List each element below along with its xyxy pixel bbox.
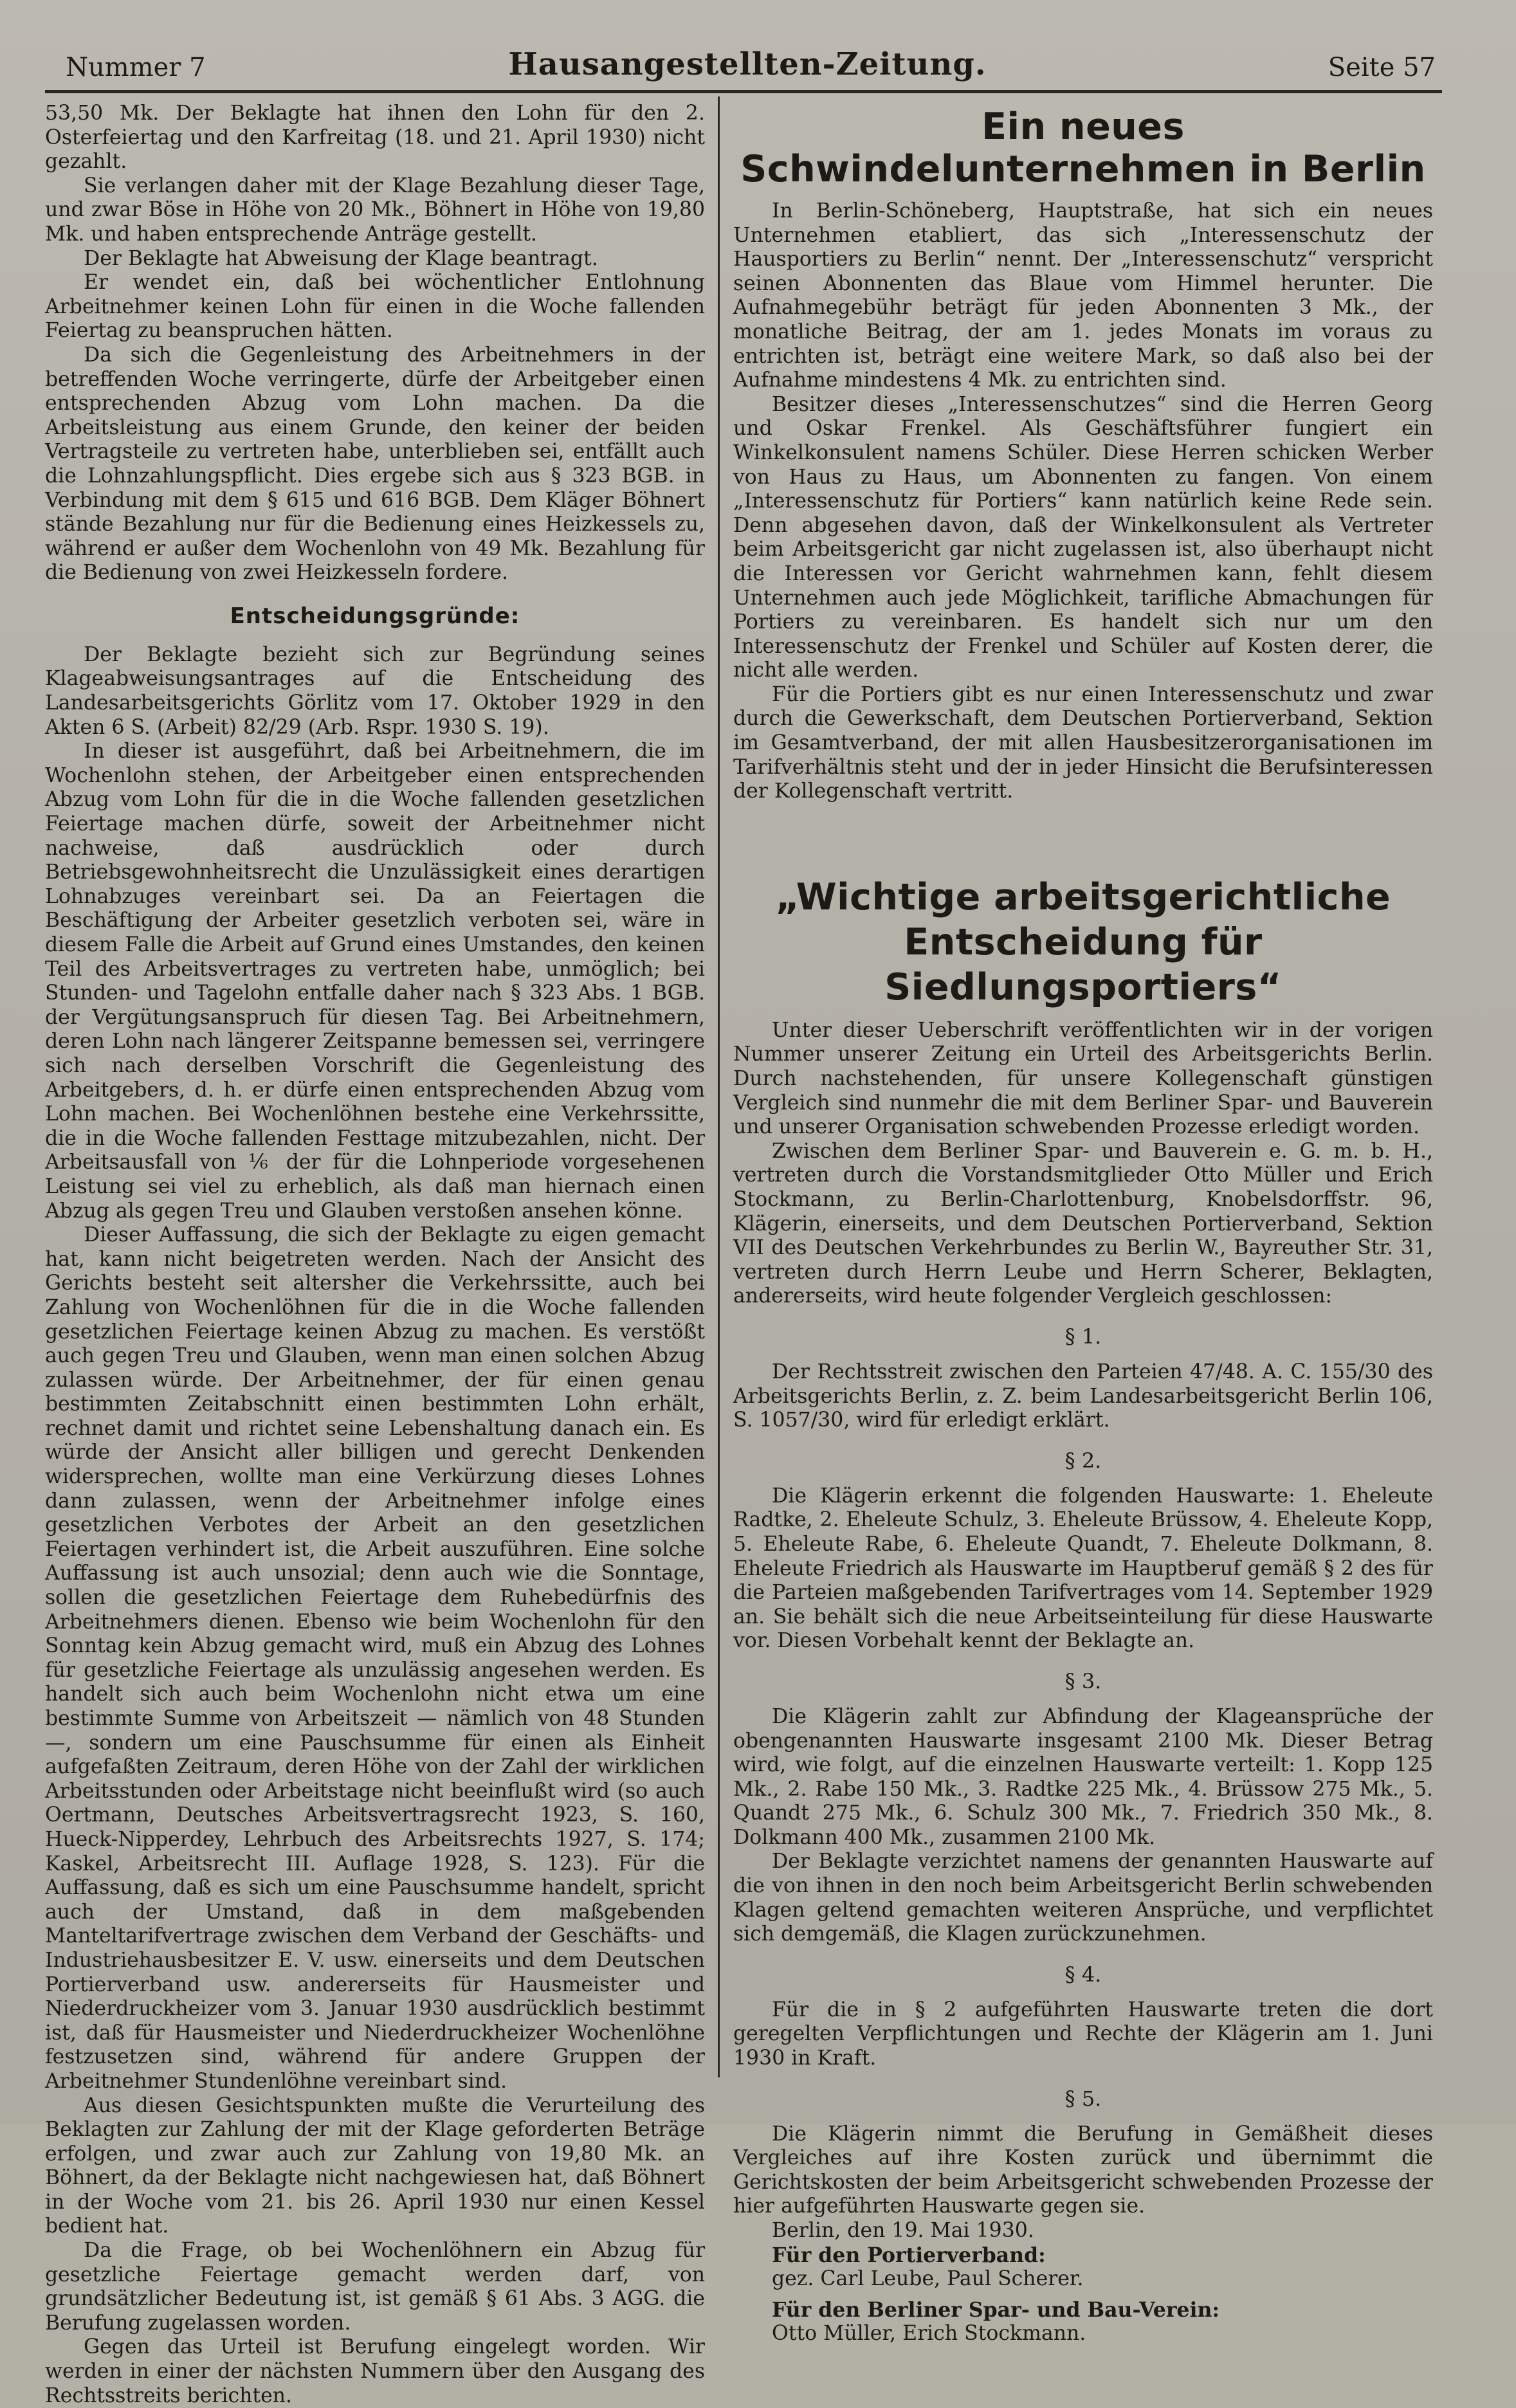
section-paragraph: Der Beklagte verzichtet namens der genannten Hauswarte auf die von ihnen in den noch beim Arbeitsgericht Berlin schwebenden Klagen geltend gemachten weiteren Ansprüche, und verpflichtet sich demgemäß, die Klagen zurückzunehmen.: [733, 1850, 1433, 1946]
article-paragraph: Für die Portiers gibt es nur einen Interessenschutz und zwar durch die Gewerkschaft, dem Deutschen Portierverband, Sektion im Gesamtverband, der mit allen Hausbesitzerorganisationen im Tarifverhältnis steht und der in jeder Hinsicht die Berufsinteressen der Kollegenschaft vertritt.: [733, 682, 1433, 803]
signature-names: gez. Carl Leube, Paul Scherer.: [772, 2267, 1084, 2291]
newspaper-title: Hausangestellten-Zeitung.: [508, 46, 987, 82]
page-header: [59, 44, 1436, 89]
section-number: § 3.: [1064, 1668, 1102, 1693]
section-paragraph: Der Rechtsstreit zwischen den Parteien 47/48. A. C. 155/30 des Arbeitsgerichts Berlin, z. Z. beim Landesarbeitsgericht Berlin 106, S. 1057/30, wird für erledigt erklärt.: [733, 1360, 1433, 1432]
article-paragraph: Dieser Auffassung, die sich der Beklagte zu eigen gemacht hat, kann nicht beigetreten werden. Nach der Ansicht des Gerichts besteht seit altersher die Verkehrssitte, auch bei Zahlung von Wochenlöhnen für die in die Woche fallenden gesetzlichen Feiertage keinen Abzug zu machen. Es verstößt auch gegen Treu und Glauben, wenn man einen solchen Abzug zulassen würde. Der Arbeitnehmer, der für einen genau bestimmten Zeitabschnitt einen bestimmten Lohn erhält, rechnet damit und richtet seine Lebenshaltung danach ein. Es würde der Ansicht aller billigen und gerecht Denkenden widersprechen, wollte man eine Verkürzung dieses Lohnes dann zulassen, wenn der Arbeitnehmer infolge eines gesetzlichen Verbotes der Arbeit an den gesetzlichen Feiertagen verhindert ist, die Arbeit auszuführen. Eine solche Auffassung ist auch unsozial; denn auch wie die Sonntage, sollen die gesetzlichen Feiertage dem Ruhebedürfnis des Arbeitnehmers dienen. Ebenso wie beim Wochenlohn für den Sonntag kein Abzug gemacht wird, muß ein Abzug des Lohnes für gesetzliche Feiertage als unzulässig angesehen werden. Es handelt sich auch beim Wochenlohn nicht etwa um eine bestimmte Summe von Arbeitszeit — nämlich von 48 Stunden —, sondern um eine Pauschsumme für einen als Einheit aufgefaßten Zeitraum, deren Höhe von der Zahl der wirklichen Arbeitsstunden oder Arbeitstage nicht beeinflußt wird (so auch Oertmann, Deutsches Arbeitsvertragsrecht 1923, S. 160, Hueck-Nipperdey, Lehrbuch des Arbeitsrechts 1927, S. 174; Kaskel, Arbeitsrecht III. Auflage 1928, S. 123). Für die Auffassung, daß es sich um eine Pauschsumme handelt, spricht auch der Umstand, daß in dem maßgebenden Manteltarifvertrage zwischen dem Verband der Geschäfts- und Industriehausbesitzer E. V. usw. einerseits und dem Deutschen Portierverband usw. andererseits für Hausmeister und Niederdruckheizer vom 3. Januar 1930 ausdrücklich bestimmt ist, daß für Hausmeister und Niederdruckheizer Wochenlöhne festzusetzen sind, während für andere Gruppen der Arbeitnehmer Stundenlöhne vereinbart sind.: [45, 1223, 705, 2093]
section-paragraph: Für die in § 2 aufgeführten Hauswarte treten die dort geregelten Verpflichtungen und Rechte der Klägerin am 1. Juni 1930 in Kraft.: [733, 1998, 1433, 2070]
article-paragraph: In Berlin-Schöneberg, Hauptstraße, hat sich ein neues Unternehmen etabliert, das sich „Interessenschutz der Hausportiers zu Berlin“ nennt. Der „Interessenschutz“ verspricht seinen Abonnenten das Blaue vom Himmel herunter. Die Aufnahmegebühr beträgt für jeden Abonnenten 3 Mk., der monatliche Beitrag, der am 1. jedes Monats im voraus zu entrichten ist, beträgt eine weitere Mark, so daß also bei der Aufnahme mindestens 4 Mk. zu entrichten sind.: [733, 199, 1433, 392]
article-headline: Ein neues Schwindelunternehmen in Berlin: [740, 105, 1426, 190]
article-paragraph: Sie verlangen daher mit der Klage Bezahlung dieser Tage, und zwar Böse in Höhe von 20 Mk., Böhnert in Höhe von 19,80 Mk. und haben entsprechende Anträge gestellt.: [45, 174, 705, 246]
article-paragraph: Der Beklagte hat Abweisung der Klage beantragt.: [84, 246, 598, 270]
left-column: [45, 102, 705, 2408]
section-paragraph: Die Klägerin nimmt die Berufung in Gemäßheit dieses Vergleiches auf ihre Kosten zurück und übernimmt die Gerichtskosten der beim Arbeitsgericht schwebenden Prozesse der hier aufgeführten Hauswarte gegen sie.: [733, 2122, 1433, 2218]
article-paragraph: In dieser ist ausgeführt, daß bei Arbeitnehmern, die im Wochenlohn stehen, der Arbeitgeber einen entsprechenden Abzug vom Lohn für die in die Woche fallenden gesetzlichen Feiertage machen dürfe, soweit der Arbeitnehmer nicht nachweise, daß ausdrücklich oder durch Betriebsgewohnheitsrecht die Unzulässigkeit eines derartigen Lohnabzuges vereinbart sei. Da an Feiertagen die Beschäftigung der Arbeiter gesetzlich verboten sei, wäre in diesem Falle die Arbeit auf Grund eines Umstandes, den keinen Teil des Arbeitsvertrages zu vertreten habe, unmöglich; bei Stunden- und Tagelohn entfalle daher nach § 323 Abs. 1 BGB. der Vergütungsanspruch für diesen Tag. Bei Arbeitnehmern, deren Lohn nach längerer Zeitspanne bemessen sei, verringere sich nach derselben Vorschrift die Gegenleistung des Arbeitgebers, d. h. er dürfe einen entsprechenden Abzug vom Lohn machen. Bei Wochenlöhnen bestehe eine Verkehrssitte, die in die Woche fallenden Festtage mitzubezahlen, nicht. Der Arbeitsausfall von ⅙ der für die Lohnperiode vorgesehenen Leistung sei viel zu erheblich, als daß man hiernach einen Abzug als gegen Treu und Glauben verstoßen ansehen könne.: [45, 740, 705, 1223]
article-paragraph: Gegen das Urteil ist Berufung eingelegt worden. Wir werden in einer der nächsten Nummern über den Ausgang des Rechtsstreits berichten.: [45, 2335, 705, 2407]
article-paragraph: Zwischen dem Berliner Spar- und Bauverein e. G. m. b. H., vertreten durch die Vorstandsmitglieder Otto Müller und Erich Stockmann, zu Berlin-Charlottenburg, Knobelsdorffstr. 96, Klägerin, einerseits, und dem Deutschen Portierverband, Sektion VII des Deutschen Verkehrbundes zu Berlin W., Bayreuther Str. 31, vertreten durch Herrn Leube und Herrn Scherer, Beklagten, andererseits, wird heute folgender Vergleich geschlossen:: [733, 1139, 1433, 1308]
article-paragraph: Unter dieser Ueberschrift veröffentlichten wir in der vorigen Nummer unserer Zeitung ein Urteil des Arbeitsgerichts Berlin. Durch nachstehenden, für unsere Kollegenschaft günstigen Vergleich sind nunmehr die mit dem Berliner Spar- und Bauverein und unserer Organisation schwebenden Prozesse erledigt worden.: [733, 1018, 1433, 1139]
section-paragraph: Die Klägerin zahlt zur Abfindung der Klageansprüche der obengenannten Hauswarte insgesamt 2100 Mk. Dieser Betrag wird, wie folgt, auf die einzelnen Hauswarte verteilt: 1. Kopp 125 Mk., 2. Rabe 150 Mk., 3. Radtke 225 Mk., 4. Brüssow 275 Mk., 5. Quandt 275 Mk., 6. Schulz 300 Mk., 7. Friedrich 350 Mk., 8. Dolkmann 400 Mk., zusammen 2100 Mk.: [733, 1704, 1433, 1849]
article-paragraph: Aus diesen Gesichtspunkten mußte die Verurteilung des Beklagten zur Zahlung der mit der Klage geforderten Beträge erfolgen, und zwar auch zur Zahlung von 19,80 Mk. an Böhnert, da der Beklagte nicht nachgewiesen hat, daß Böhnert in der Woche vom 21. bis 26. April 1930 nur einen Kessel bedient hat.: [45, 2093, 705, 2238]
section-subheading: Entscheidungsgründe:: [230, 603, 520, 629]
column-divider: [718, 96, 720, 2077]
article-headline: „Wichtige arbeitsgerichtliche Entscheidung für Siedlungsportiers“: [775, 875, 1391, 1008]
article-paragraph: Da die Frage, ob bei Wochenlöhnern ein Abzug für gesetzliche Feiertage gemacht werden darf, von grundsätzlicher Bedeutung ist, ist gemäß § 61 Abs. 3 AGG. die Berufung zugelassen worden.: [45, 2239, 705, 2335]
article-paragraph: Da sich die Gegenleistung des Arbeitnehmers in der betreffenden Woche verringerte, dürfe der Arbeitgeber einen entsprechenden Abzug vom Lohn machen. Da die Arbeitsleistung aus einem Grunde, den keiner der beiden Vertragsteile zu vertreten habe, unterblieben sei, entfällt auch die Lohnzahlungspflicht. Dies ergebe sich aus § 323 BGB. in Verbindung mit dem § 615 und 616 BGB. Dem Kläger Böhnert stände Bezahlung nur für die Bedienung eines Heizkessels zu, während er außer dem Wochenlohn von 49 Mk. Bezahlung für die Bedienung von zwei Heizkesseln fordere.: [45, 343, 705, 585]
section-number: § 1.: [1064, 1324, 1102, 1349]
page-number: Seite 57: [1328, 53, 1436, 82]
signature-names: Otto Müller, Erich Stockmann.: [772, 2322, 1086, 2346]
signing-date: Berlin, den 19. Mai 1930.: [772, 2219, 1034, 2242]
right-column: [733, 102, 1433, 2346]
section-number: § 4.: [1064, 1962, 1102, 1987]
article-paragraph: Besitzer dieses „Interessenschutzes“ sind die Herren Georg und Oskar Frenkel. Als Geschäftsführer fungiert ein Winkelkonsulent namens Schüler. Diese Herren schicken Werber von Haus zu Haus, um Abonnenten zu fangen. Von einem „Interessenschutz für Portiers“ kann natürlich keine Rede sein. Denn abgesehen davon, daß der Winkelkonsulent als Vertreter beim Arbeitsgericht gar nicht zugelassen ist, also überhaupt nicht die Interessen vor Gericht wahrnehmen kann, fehlt diesem Unternehmen auch jede Möglichkeit, tarifliche Abmachungen für Portiers zu vereinbaren. Es handelt sich nur um den Interessenschutz der Frenkel und Schüler auf Kosten derer, die nicht alle werden.: [733, 392, 1433, 682]
section-paragraph: Die Klägerin erkennt die folgenden Hauswarte: 1. Eheleute Radtke, 2. Eheleute Schulz, 3. Eheleute Brüssow, 4. Eheleute Kopp, 5. Eheleute Rabe, 6. Eheleute Quandt, 7. Eheleute Dolkmann, 8. Eheleute Friedrich als Hauswarte im Hauptberuf gemäß § 2 des für die Parteien maßgebenden Tarifvertrages vom 14. September 1929 an. Sie behält sich die neue Arbeitseinteilung für diese Hauswarte vor. Diesen Vorbehalt kennt der Beklagte an.: [733, 1484, 1433, 1653]
article-paragraph: Er wendet ein, daß bei wöchentlicher Entlohnung Arbeitnehmer keinen Lohn für einen in die Woche fallenden Feiertag zu beanspruchen hätten.: [45, 271, 705, 343]
issue-number: Nummer 7: [66, 53, 206, 82]
section-number: § 5.: [1064, 2086, 1102, 2111]
article-paragraph: Der Beklagte bezieht sich zur Begründung seines Klageabweisungsantrages auf die Entscheidung des Landesarbeitsgerichts Görlitz vom 17. Oktober 1929 in den Akten 6 S. (Arbeit) 82/29 (Arb. Rspr. 1930 S. 19).: [45, 643, 705, 739]
article-paragraph: 53,50 Mk. Der Beklagte hat ihnen den Lohn für den 2. Osterfeiertag und den Karfreitag (18. und 21. April 1930) nicht gezahlt.: [45, 102, 705, 174]
header-divider: [45, 90, 1442, 93]
signature-heading: Für den Portierverband:: [772, 2243, 1046, 2267]
signature-heading: Für den Berliner Spar- und Bau-Verein:: [772, 2297, 1219, 2322]
section-number: § 2.: [1064, 1448, 1102, 1473]
